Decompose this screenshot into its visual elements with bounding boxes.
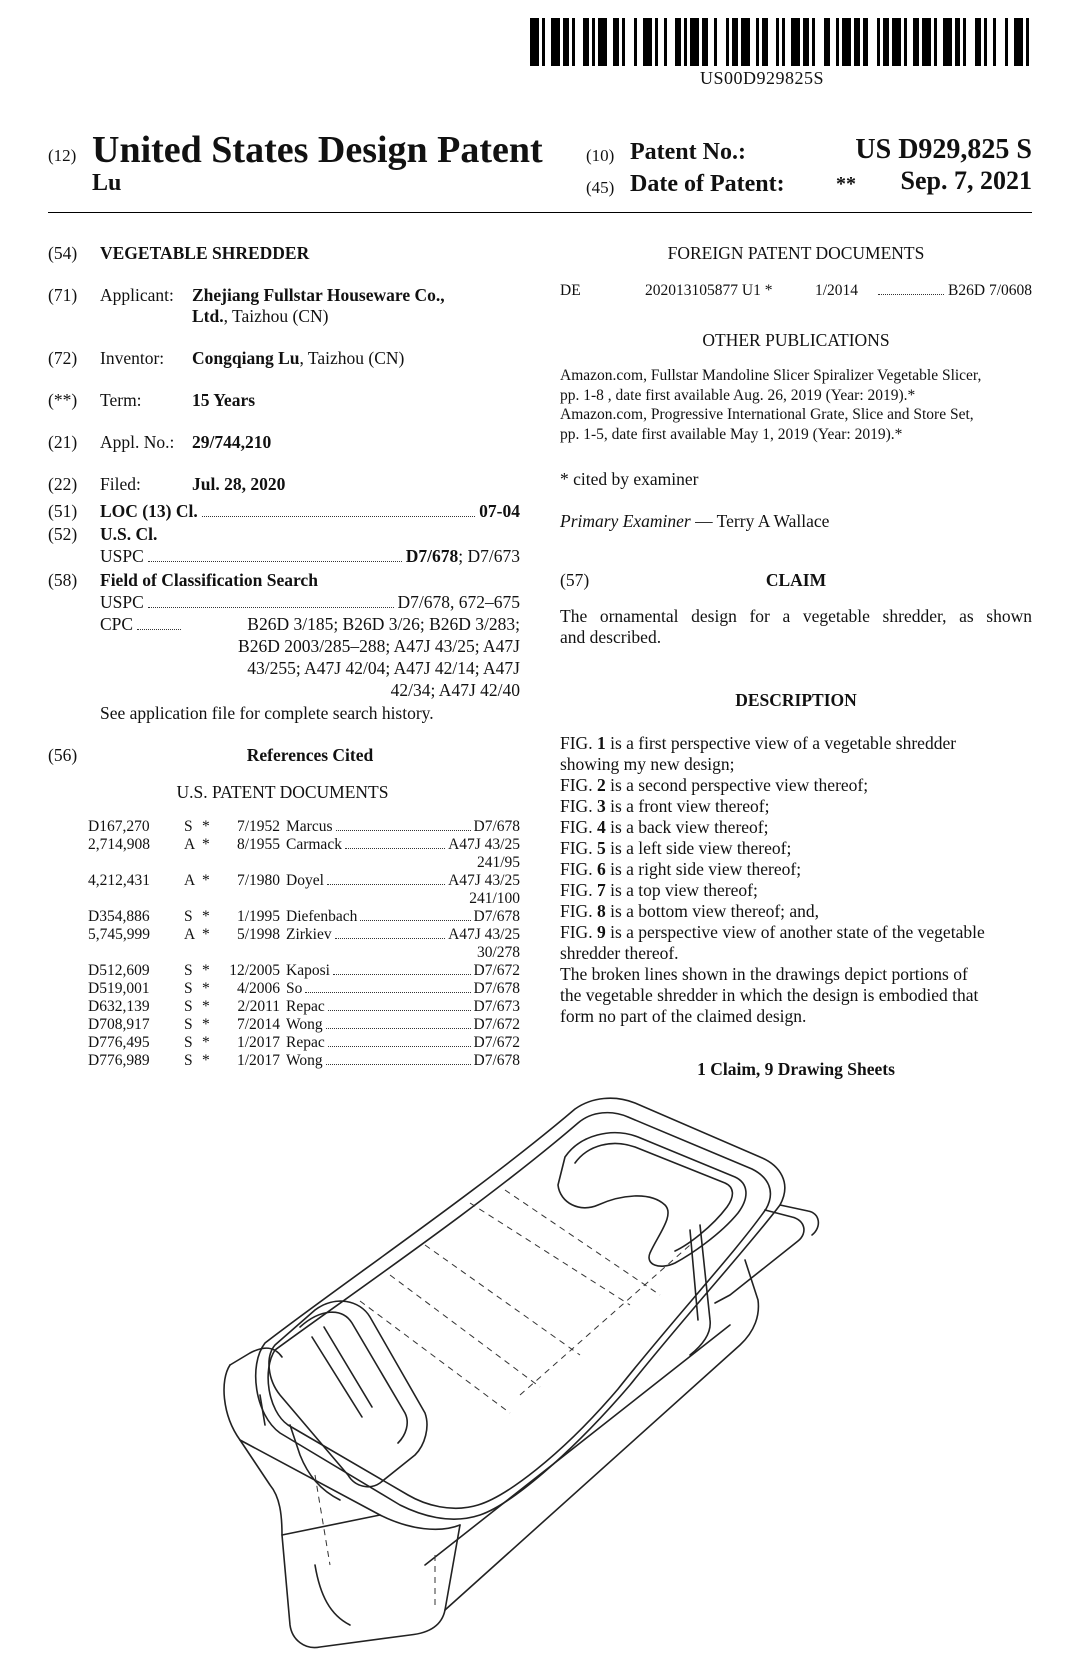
ref-inventor: Repac — [286, 1034, 325, 1051]
inventor-short: Lu — [92, 170, 122, 196]
ref-inventor-class — [286, 998, 520, 1016]
ref-class-continued: 30/278 — [476, 944, 520, 961]
ref-date: 12/2005 — [229, 962, 280, 979]
reference-row — [88, 1052, 520, 1070]
uspc-rest: ; D7/673 — [458, 546, 520, 566]
filed-label: Filed: — [100, 474, 141, 494]
reference-row — [88, 836, 520, 872]
publication-line-3: Amazon.com, Progressive International Grate, Slice and Store Set, — [560, 406, 974, 423]
header-rule — [48, 212, 1032, 213]
us-patent-documents-title: U.S. PATENT DOCUMENTS — [176, 782, 389, 802]
ref-date: 1/1995 — [236, 908, 280, 925]
figure-number: 4 — [596, 817, 606, 837]
description-text-part: is a perspective view of another state of the vegetable — [605, 922, 985, 942]
reference-row — [88, 1016, 520, 1034]
ref-star: * — [202, 998, 210, 1015]
appl-no: 29/744,210 — [192, 432, 272, 452]
ref-number: D632,139 — [88, 998, 150, 1015]
reference-row — [88, 1034, 520, 1052]
see-application-note: See application file for complete search history. — [100, 703, 434, 723]
ref-inventor: Wong — [286, 1016, 323, 1033]
ref-star: * — [202, 872, 210, 889]
other-publications — [560, 366, 1032, 444]
ref-inventor: So — [286, 980, 303, 997]
ref-inventor-class — [286, 1052, 520, 1070]
foreign-docs-title: FOREIGN PATENT DOCUMENTS — [667, 243, 925, 263]
code-45: (45) — [586, 178, 615, 197]
ref-inventor: Kaposi — [286, 962, 330, 979]
description-text-part: showing my new design; — [560, 754, 735, 774]
description-text-part: FIG. — [560, 838, 597, 858]
publication-number: US00D929825S — [700, 68, 825, 88]
ref-inventor-class — [286, 836, 520, 854]
ref-inventor-class — [286, 926, 520, 944]
references-cited-title: References Cited — [246, 745, 374, 765]
ref-class: D7/672 — [473, 1016, 520, 1033]
ref-class: A47J 43/25 — [448, 872, 520, 889]
description-line — [560, 1006, 1032, 1027]
description-text-part: FIG. — [560, 796, 597, 816]
ref-kind: S — [184, 1052, 193, 1069]
ref-kind: S — [184, 998, 193, 1015]
ref-kind: A — [184, 836, 196, 853]
applicant-line-2 — [192, 306, 329, 327]
ref-inventor: Repac — [286, 998, 325, 1015]
ref-number: D776,989 — [88, 1052, 150, 1069]
inventor-line — [192, 348, 404, 369]
description-text-part: shredder thereof. — [560, 943, 679, 963]
ref-class: D7/678 — [473, 818, 520, 835]
applicant-ltd: Ltd. — [192, 306, 224, 326]
description-line — [560, 775, 1032, 796]
appl-no-label: Appl. No.: — [100, 432, 175, 452]
code-57: (57) — [560, 570, 590, 590]
ref-inventor-class — [286, 980, 520, 998]
ref-star: * — [202, 980, 210, 997]
ref-date: 1/2017 — [236, 1052, 280, 1069]
barcode — [530, 18, 1035, 66]
ref-star: * — [202, 1052, 210, 1069]
cited-by-examiner: * cited by examiner — [560, 469, 699, 489]
us-cl-label: U.S. Cl. — [100, 524, 158, 544]
code-22: (22) — [48, 474, 78, 494]
ref-number: 4,212,431 — [88, 872, 150, 889]
description-text-part: is a top view thereof; — [605, 880, 758, 900]
primary-examiner-name: — Terry A Wallace — [690, 511, 830, 531]
field-uspc-value: D7/678, 672–675 — [397, 592, 520, 612]
primary-examiner-label: Primary Examiner — [560, 511, 691, 531]
loc-value: 07-04 — [479, 501, 520, 521]
cpc-text-1: B26D 3/185; B26D 3/26; B26D 3/283; — [247, 614, 520, 634]
description-text-part: is a front view thereof; — [605, 796, 770, 816]
description-text-part: the vegetable shredder in which the design is embodied that — [560, 985, 979, 1005]
ref-inventor: Marcus — [286, 818, 333, 835]
inventor-label: Inventor: — [100, 348, 165, 368]
ref-kind: S — [184, 980, 193, 997]
code-54: (54) — [48, 243, 78, 263]
ref-kind: S — [184, 1016, 193, 1033]
description-text-part: FIG. — [560, 859, 597, 879]
ref-kind: A — [184, 872, 196, 889]
figure-number: 7 — [596, 880, 606, 900]
code-12: (12) — [48, 146, 77, 165]
ref-inventor: Doyel — [286, 872, 324, 889]
description-line — [560, 922, 1032, 943]
reference-row — [88, 872, 520, 908]
code-10: (10) — [586, 146, 615, 165]
document-type: United States Design Patent — [92, 129, 543, 171]
description-text-part: is a second perspective view thereof; — [605, 775, 869, 795]
reference-row — [88, 962, 520, 980]
description-text-part: FIG. — [560, 901, 597, 921]
description-text-part: FIG. — [560, 922, 597, 942]
ref-kind: S — [184, 908, 193, 925]
ref-inventor: Diefenbach — [286, 908, 358, 925]
ref-class: D7/678 — [473, 980, 520, 997]
figure-number: 5 — [596, 838, 606, 858]
description-line — [560, 880, 1032, 901]
other-publications-title: OTHER PUBLICATIONS — [702, 330, 890, 350]
ref-star: * — [202, 926, 210, 943]
ref-inventor: Zirkiev — [286, 926, 332, 943]
code-51: (51) — [48, 501, 78, 521]
uspc-label: USPC — [100, 546, 144, 566]
ref-star: * — [202, 818, 210, 835]
date-stars: ** — [836, 173, 856, 195]
date-of-patent: Sep. 7, 2021 — [900, 166, 1032, 195]
description-line — [560, 964, 1032, 985]
ref-inventor-class — [286, 908, 520, 926]
description-line — [560, 859, 1032, 880]
figure-number: 8 — [596, 901, 606, 921]
description-line — [560, 817, 1032, 838]
ref-kind: S — [184, 962, 193, 979]
field-uspc-line — [100, 592, 520, 613]
ref-inventor-class — [286, 872, 520, 890]
ref-star: * — [202, 1034, 210, 1051]
foreign-number: 202013105877 U1 * — [645, 282, 773, 299]
foreign-class: B26D 7/0608 — [948, 282, 1032, 299]
code-72: (72) — [48, 348, 78, 368]
term-value: 15 Years — [192, 390, 256, 410]
references-table — [88, 818, 520, 1070]
ref-class-continued: 241/100 — [469, 890, 520, 907]
date-of-patent-label: Date of Patent: — [630, 171, 785, 197]
code-56: (56) — [48, 745, 78, 765]
claim-line-2: and described. — [560, 627, 662, 647]
field-uspc-label: USPC — [100, 592, 144, 612]
description-line — [560, 733, 1032, 754]
ref-class: D7/678 — [473, 908, 520, 925]
ref-class: D7/673 — [473, 998, 520, 1015]
description-line — [560, 838, 1032, 859]
description-text-part: The broken lines shown in the drawings depict portions of — [560, 964, 968, 984]
ref-number: D776,495 — [88, 1034, 150, 1051]
ref-number: D519,001 — [88, 980, 150, 997]
reference-row — [88, 818, 520, 836]
code-71: (71) — [48, 285, 78, 305]
ref-kind: A — [184, 926, 196, 943]
claim-title: CLAIM — [765, 570, 827, 590]
reference-row — [88, 980, 520, 998]
ref-date: 4/2006 — [236, 980, 280, 997]
description-text-part: FIG. — [560, 817, 597, 837]
cpc-text-2: B26D 2003/285–288; A47J 43/25; A47J — [238, 636, 520, 656]
description-text-part: FIG. — [560, 733, 597, 753]
ref-star: * — [202, 908, 210, 925]
ref-number: D708,917 — [88, 1016, 150, 1033]
ref-date: 7/1980 — [236, 872, 280, 889]
description-text-part: is a right side view thereof; — [605, 859, 802, 879]
publication-line-4: pp. 1-5, date first available May 1, 2019 (Year: 2019).* — [560, 425, 903, 443]
description-line — [560, 943, 1032, 964]
ref-class: D7/672 — [473, 962, 520, 979]
ref-class: A47J 43/25 — [448, 926, 520, 943]
ref-inventor-class — [286, 962, 520, 980]
applicant-line-1: Zhejiang Fullstar Houseware Co., — [192, 285, 445, 305]
vegetable-shredder-drawing — [220, 1095, 860, 1655]
ref-class: D7/678 — [473, 1052, 520, 1069]
ref-class-continued: 241/95 — [476, 854, 520, 871]
code-52: (52) — [48, 524, 78, 544]
publication-line-1: Amazon.com, Fullstar Mandoline Slicer Spiralizer Vegetable Slicer, — [560, 367, 982, 384]
ref-class: D7/672 — [473, 1034, 520, 1051]
figure-number: 1 — [596, 733, 606, 753]
description-text-part: is a first perspective view of a vegetable shredder — [605, 733, 957, 753]
reference-row — [88, 908, 520, 926]
ref-number: 5,745,999 — [88, 926, 150, 943]
applicant-label: Applicant: — [100, 285, 174, 305]
ref-star: * — [202, 836, 210, 853]
description-text-part: FIG. — [560, 880, 597, 900]
ref-kind: S — [184, 818, 193, 835]
ref-date: 7/1952 — [236, 818, 280, 835]
ref-inventor-class — [286, 1016, 520, 1034]
ref-inventor: Carmack — [286, 836, 342, 853]
term-label: Term: — [100, 390, 142, 410]
foreign-country: DE — [560, 282, 581, 299]
cpc-text-4: 42/34; A47J 42/40 — [390, 680, 520, 700]
ref-star: * — [202, 962, 210, 979]
filed-date: Jul. 28, 2020 — [192, 474, 286, 494]
ref-number: 2,714,908 — [88, 836, 150, 853]
code-21: (21) — [48, 432, 78, 452]
title: VEGETABLE SHREDDER — [100, 243, 310, 263]
applicant-location: , Taizhou (CN) — [223, 306, 329, 326]
reference-row — [88, 926, 520, 962]
code-term: (**) — [48, 390, 78, 410]
description-text-part: form no part of the claimed design. — [560, 1006, 807, 1026]
ref-date: 7/2014 — [236, 1016, 280, 1033]
ref-date: 1/2017 — [236, 1034, 280, 1051]
figure-number: 6 — [596, 859, 606, 879]
description-line — [560, 901, 1032, 922]
ref-inventor-class — [286, 1034, 520, 1052]
foreign-class-line — [878, 282, 1032, 300]
cpc-text-3: 43/255; A47J 42/04; A47J 42/14; A47J — [247, 658, 520, 678]
reference-row — [88, 998, 520, 1016]
loc-label: LOC (13) Cl. — [100, 501, 198, 521]
field-search-label: Field of Classification Search — [100, 570, 318, 590]
description-text-part: is a bottom view thereof; and, — [605, 901, 820, 921]
ref-star: * — [202, 1016, 210, 1033]
ref-number: D512,609 — [88, 962, 150, 979]
ref-date: 2/2011 — [237, 998, 280, 1015]
figure-number: 3 — [596, 796, 606, 816]
description-line — [560, 796, 1032, 817]
ref-date: 5/1998 — [236, 926, 280, 943]
description-text — [560, 733, 1032, 1027]
publication-line-2: pp. 1-8 , date first available Aug. 26, 2019 (Year: 2019).* — [560, 386, 916, 404]
uspc-line — [100, 546, 520, 567]
description-line — [560, 985, 1032, 1006]
loc-class-line — [100, 501, 520, 522]
ref-class: A47J 43/25 — [448, 836, 520, 853]
ref-number: D167,270 — [88, 818, 150, 835]
foreign-date: 1/2014 — [815, 282, 859, 299]
primary-examiner-line — [560, 511, 829, 532]
ref-inventor-class — [286, 818, 520, 836]
patent-number: US D929,825 S — [855, 134, 1032, 165]
code-58: (58) — [48, 570, 78, 590]
patent-number-label: Patent No.: — [630, 139, 746, 165]
cpc-label: CPC — [100, 614, 134, 634]
ref-kind: S — [184, 1034, 193, 1051]
claim-line-1: The ornamental design for a vegetable shredder, as shown — [560, 606, 1032, 626]
description-line — [560, 754, 1032, 775]
inventor-location: , Taizhou (CN) — [299, 348, 405, 368]
description-text-part: is a back view thereof; — [605, 817, 769, 837]
ref-number: D354,886 — [88, 908, 150, 925]
figure-number: 9 — [596, 922, 606, 942]
cpc-line-1 — [100, 614, 520, 635]
claims-sheets-count: 1 Claim, 9 Drawing Sheets — [697, 1059, 895, 1079]
description-title: DESCRIPTION — [735, 690, 857, 710]
description-text-part: FIG. — [560, 775, 597, 795]
figure-number: 2 — [596, 775, 606, 795]
inventor-name: Congqiang Lu — [192, 348, 300, 368]
ref-inventor: Wong — [286, 1052, 323, 1069]
ref-date: 8/1955 — [236, 836, 280, 853]
uspc-main: D7/678 — [405, 546, 459, 566]
description-text-part: is a left side view thereof; — [605, 838, 792, 858]
claim-text — [560, 606, 1032, 648]
